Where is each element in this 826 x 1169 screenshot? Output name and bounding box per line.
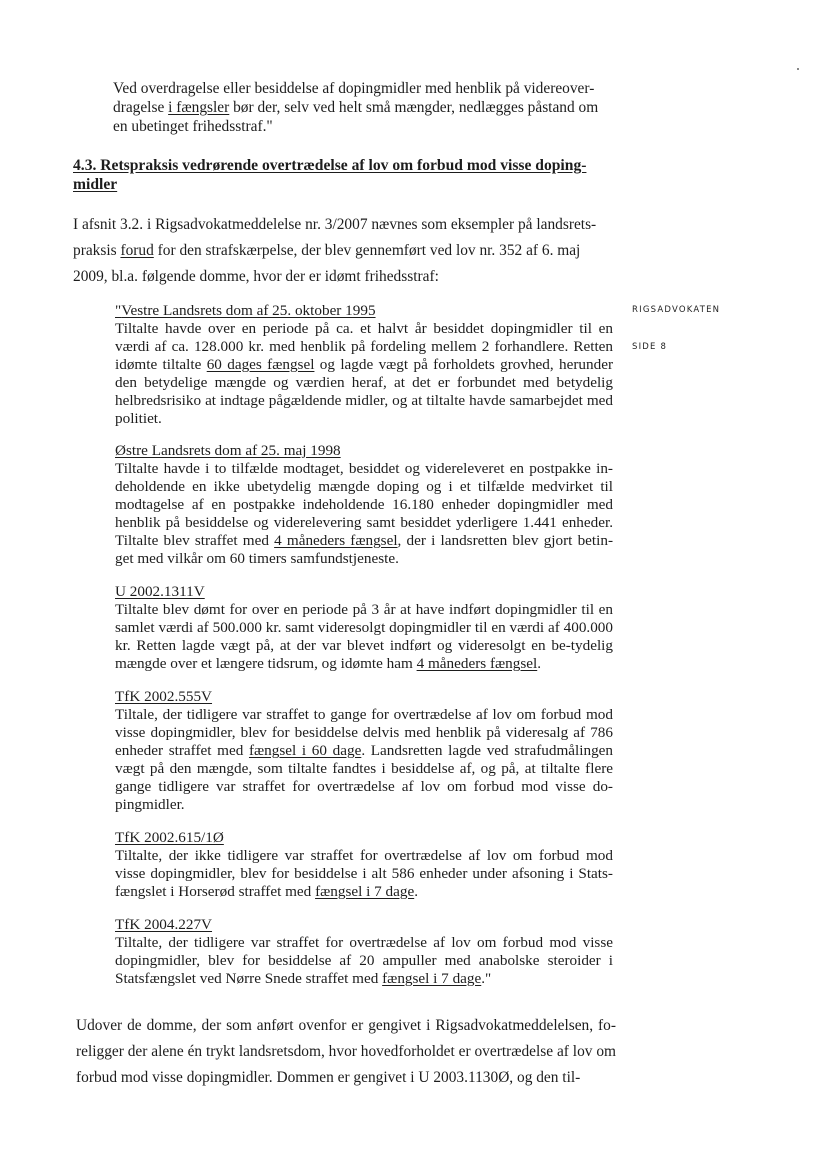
case-text: Tiltalte, der tidligere var straffet for overtrædelse af lov om forbud mod visse dopingmidler, blev for besiddelse af 20 ampuller med anabolske steroider i Statsfængslet ved Nørre Snede straffet med fængsel i 7 dage.": [115, 934, 613, 987]
sentence-phrase: 4 måneders fængsel: [274, 532, 398, 549]
case-text: Tiltalte havde i to tilfælde modtaget, besiddet og videreleveret en postpakke in-deholdende en ikke ubetydelig mængde doping og i et tilfælde medvirket til modtagelse af en postpakke indeholdende 16.180 enheder dopingmidler med henblik på besiddelse og viderelevering samt besiddet yderligere 1.441 enheder. Tiltalte blev straffet med 4 måneders fængsel, der i landsretten blev gjort betin-get med vilkår om 60 timers samfundstjeneste.: [115, 460, 613, 567]
section-heading-line-1: 4.3. Retspraksis vedrørende overtrædelse af lov om forbud mod visse doping-: [73, 157, 587, 174]
case-title: "Vestre Landsrets dom af 25. oktober 1995: [115, 302, 376, 319]
case-entry: [115, 583, 613, 673]
case-title: TfK 2002.615/1Ø: [115, 829, 224, 846]
case-title: TfK 2004.227V: [115, 916, 213, 933]
intro-line-1: I afsnit 3.2. i Rigsadvokatmeddelelse nr. 3/2007 nævnes som eksempler på landsrets-: [73, 216, 597, 233]
case-entry: [115, 442, 613, 568]
quote-line-3: en ubetinget frihedsstraf.": [113, 118, 273, 135]
case-entry: [115, 916, 613, 988]
case-entry: [115, 302, 613, 428]
intro-line-3: 2009, bl.a. følgende domme, hvor der er idømt frihedsstraf:: [73, 268, 439, 285]
case-text: Tiltalte blev dømt for over en periode på 3 år at have indført dopingmidler til en samlet værdi af 500.000 kr. samt videresolgt dopingmidler til en værdi af 400.000 kr. Retten lagde vægt på, at der var blevet indført og videresolgt en be-tydelig mængde over et længere tidsrum, og idømte ham 4 måneders fængsel.: [115, 601, 613, 672]
intro-paragraph: [73, 212, 613, 290]
sidebar-org: RIGSADVOKATEN: [632, 305, 721, 315]
sentence-phrase: fængsel i 7 dage: [382, 970, 482, 987]
case-entry: [115, 829, 613, 901]
closing-text: Udover de domme, der som anført ovenfor er gengivet i Rigsadvokatmeddelelsen, fo-religger der alene én trykt landsretsdom, hvor hovedforholdet er overtrædelse af lov om forbud mod visse dopingmidler. Dommen er gengivet i U 2003.1130Ø, og den til-: [76, 1017, 616, 1086]
case-entry: [115, 688, 613, 814]
underlined-word: forud: [120, 242, 154, 259]
case-title: TfK 2002.555V: [115, 688, 213, 705]
section-heading-line-2: midler: [73, 176, 118, 193]
sentence-phrase: 4 måneders fængsel: [416, 655, 538, 672]
quote-line-2: dragelse i fængsler bør der, selv ved helt små mængder, nedlægges påstand om: [113, 99, 599, 116]
case-title: U 2002.1311V: [115, 583, 205, 600]
quote-continuation: [113, 79, 613, 136]
case-text: Tiltalte havde over en periode på ca. et halvt år besiddet dopingmidler til en værdi af ca. 128.000 kr. med henblik på fordeling mellem 2 forhandlere. Retten idømte tiltalte 60 dages fængsel og lagde vægt på forholdets grovhed, herunder den betydelige mængde og værdien heraf, at det er forbundet med betydelig helbredsrisiko at indtage pågældende midler, og at tiltalte havde samarbejdet med politiet.: [115, 320, 613, 427]
case-title: Østre Landsrets dom af 25. maj 1998: [115, 442, 341, 459]
sentence-phrase: fængsel i 60 dage: [248, 742, 362, 759]
underlined-phrase: i fængsler: [168, 99, 230, 116]
intro-line-2: praksis forud for den strafskærpelse, der blev gennemført ved lov nr. 352 af 6. maj: [73, 242, 581, 259]
closing-paragraph: [76, 1013, 616, 1091]
sidebar-page-number: SIDE 8: [632, 342, 668, 352]
case-text: Tiltale, der tidligere var straffet to gange for overtrædelse af lov om forbud mod visse dopingmidler, blev for besiddelse delvis med henblik på videresalg af 786 enheder straffet med fængsel i 60 dage. Landsretten lagde ved strafudmålingen vægt på den mængde, som tiltalte fandtes i besiddelse af, og på, at tiltalte flere gange tidligere var straffet for overtrædelse af lov om forbud mod visse do-pingmidler.: [115, 706, 613, 813]
scan-speck: [797, 68, 799, 70]
quote-line-1: Ved overdragelse eller besiddelse af dopingmidler med henblik på videreover-: [113, 80, 595, 97]
sentence-phrase: fængsel i 7 dage: [315, 883, 415, 900]
sentence-phrase: 60 dages fængsel: [206, 356, 315, 373]
case-text: Tiltalte, der ikke tidligere var straffet for overtrædelse af lov om forbud mod visse dopingmidler, blev for besiddelse i alt 586 enheder under afsoning i Stats-fængslet i Horserød straffet med fængsel i 7 dage.: [115, 847, 613, 900]
section-heading: [73, 156, 618, 194]
